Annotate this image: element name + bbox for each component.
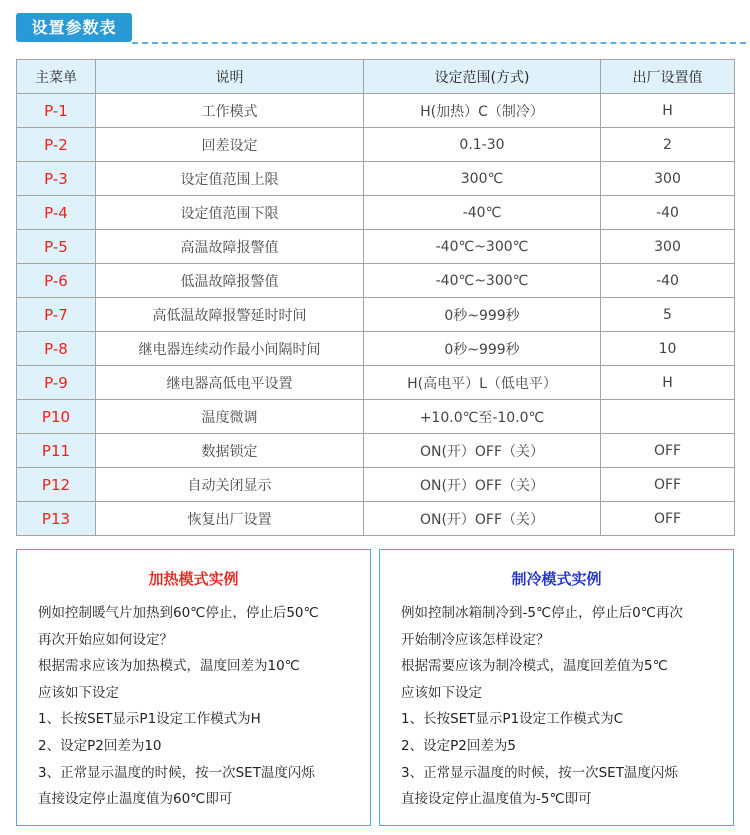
setting-range: H(高电平）L（低电平）	[364, 366, 601, 400]
example-line: 根据需求应该为加热模式，温度回差为10℃	[38, 658, 300, 675]
table-header-row	[17, 60, 735, 94]
example-line: 2、设定P2回差为5	[401, 737, 516, 754]
cooling-example-text	[401, 600, 725, 813]
default-value: H	[601, 94, 735, 128]
setting-range: 0秒~999秒	[364, 298, 601, 332]
menu-code: P-7	[17, 298, 96, 332]
table-row	[17, 502, 735, 536]
menu-code: P12	[17, 468, 96, 502]
example-line: 直接设定停止温度值为-5℃即可	[401, 791, 592, 808]
menu-code: P-2	[17, 128, 96, 162]
description: 温度微调	[96, 400, 364, 434]
heating-example-text	[38, 600, 362, 813]
cooling-example-title: 制冷模式实例	[511, 570, 602, 588]
default-value: 300	[601, 230, 735, 264]
column-header: 设定范围(方式)	[364, 60, 601, 94]
example-line: 直接设定停止温度值为60℃即可	[38, 791, 233, 808]
description: 继电器高低电平设置	[96, 366, 364, 400]
header-divider	[132, 42, 746, 44]
column-header: 主菜单	[17, 60, 96, 94]
description: 自动关闭显示	[96, 468, 364, 502]
heating-example-title: 加热模式实例	[148, 570, 239, 588]
table-row	[17, 94, 735, 128]
example-line: 根据需要应该为制冷模式，温度回差值为5℃	[401, 658, 668, 675]
menu-code: P-6	[17, 264, 96, 298]
example-line: 例如控制暖气片加热到60℃停止，停止后50℃	[38, 605, 319, 621]
example-line: 2、设定P2回差为10	[38, 737, 162, 754]
table-row	[17, 468, 735, 502]
example-line: 开始制冷应该怎样设定？	[401, 631, 550, 648]
heating-example-box	[16, 549, 371, 826]
menu-code: P-5	[17, 230, 96, 264]
section-header	[16, 13, 746, 45]
default-value: 2	[601, 128, 735, 162]
example-line: 应该如下设定	[38, 684, 119, 701]
column-header: 出厂设置值	[601, 60, 735, 94]
table-row	[17, 400, 735, 434]
description: 继电器连续动作最小间隔时间	[96, 332, 364, 366]
section-title: 设置参数表	[16, 13, 132, 42]
default-value: -40	[601, 196, 735, 230]
column-header: 说明	[96, 60, 364, 94]
menu-code: P10	[17, 400, 96, 434]
table-row	[17, 434, 735, 468]
description: 工作模式	[96, 94, 364, 128]
table-row	[17, 162, 735, 196]
default-value: OFF	[601, 502, 735, 536]
example-line: 再次开始应如何设定？	[38, 631, 173, 648]
setting-range: -40℃~300℃	[364, 230, 601, 264]
setting-range: H(加热）C（制冷）	[364, 94, 601, 128]
example-line: 例如控制冰箱制冷到-5℃停止，停止后0℃再次	[401, 605, 683, 621]
setting-range: 300℃	[364, 162, 601, 196]
example-line: 应该如下设定	[401, 684, 482, 701]
table-row	[17, 264, 735, 298]
table-row	[17, 230, 735, 264]
default-value: -40	[601, 264, 735, 298]
setting-range: ON(开）OFF（关）	[364, 434, 601, 468]
table-row	[17, 332, 735, 366]
setting-range: -40℃~300℃	[364, 264, 601, 298]
default-value: 10	[601, 332, 735, 366]
description: 设定值范围上限	[96, 162, 364, 196]
description: 高温故障报警值	[96, 230, 364, 264]
parameter-table	[16, 59, 735, 536]
menu-code: P-4	[17, 196, 96, 230]
setting-range: ON(开）OFF（关）	[364, 468, 601, 502]
table-row	[17, 298, 735, 332]
menu-code: P-8	[17, 332, 96, 366]
default-value: OFF	[601, 468, 735, 502]
example-line: 3、正常显示温度的时候，按一次SET温度闪烁	[401, 764, 678, 781]
setting-range: +10.0℃至-10.0℃	[364, 400, 601, 434]
default-value: 300	[601, 162, 735, 196]
description: 恢复出厂设置	[96, 502, 364, 536]
default-value: OFF	[601, 434, 735, 468]
menu-code: P-9	[17, 366, 96, 400]
menu-code: P11	[17, 434, 96, 468]
default-value	[601, 400, 735, 434]
description: 高低温故障报警延时时间	[96, 298, 364, 332]
menu-code: P-1	[17, 94, 96, 128]
cooling-example-box	[379, 549, 734, 826]
setting-range: 0.1-30	[364, 128, 601, 162]
setting-range: -40℃	[364, 196, 601, 230]
description: 数据锁定	[96, 434, 364, 468]
default-value: 5	[601, 298, 735, 332]
setting-range: ON(开）OFF（关）	[364, 502, 601, 536]
example-line: 1、长按SET显示P1设定工作模式为H	[38, 711, 261, 728]
description: 设定值范围下限	[96, 196, 364, 230]
example-line: 1、长按SET显示P1设定工作模式为C	[401, 711, 624, 728]
description: 低温故障报警值	[96, 264, 364, 298]
setting-range: 0秒~999秒	[364, 332, 601, 366]
example-line: 3、正常显示温度的时候，按一次SET温度闪烁	[38, 764, 315, 781]
description: 回差设定	[96, 128, 364, 162]
default-value: H	[601, 366, 735, 400]
menu-code: P-3	[17, 162, 96, 196]
table-row	[17, 128, 735, 162]
table-row	[17, 366, 735, 400]
table-row	[17, 196, 735, 230]
menu-code: P13	[17, 502, 96, 536]
